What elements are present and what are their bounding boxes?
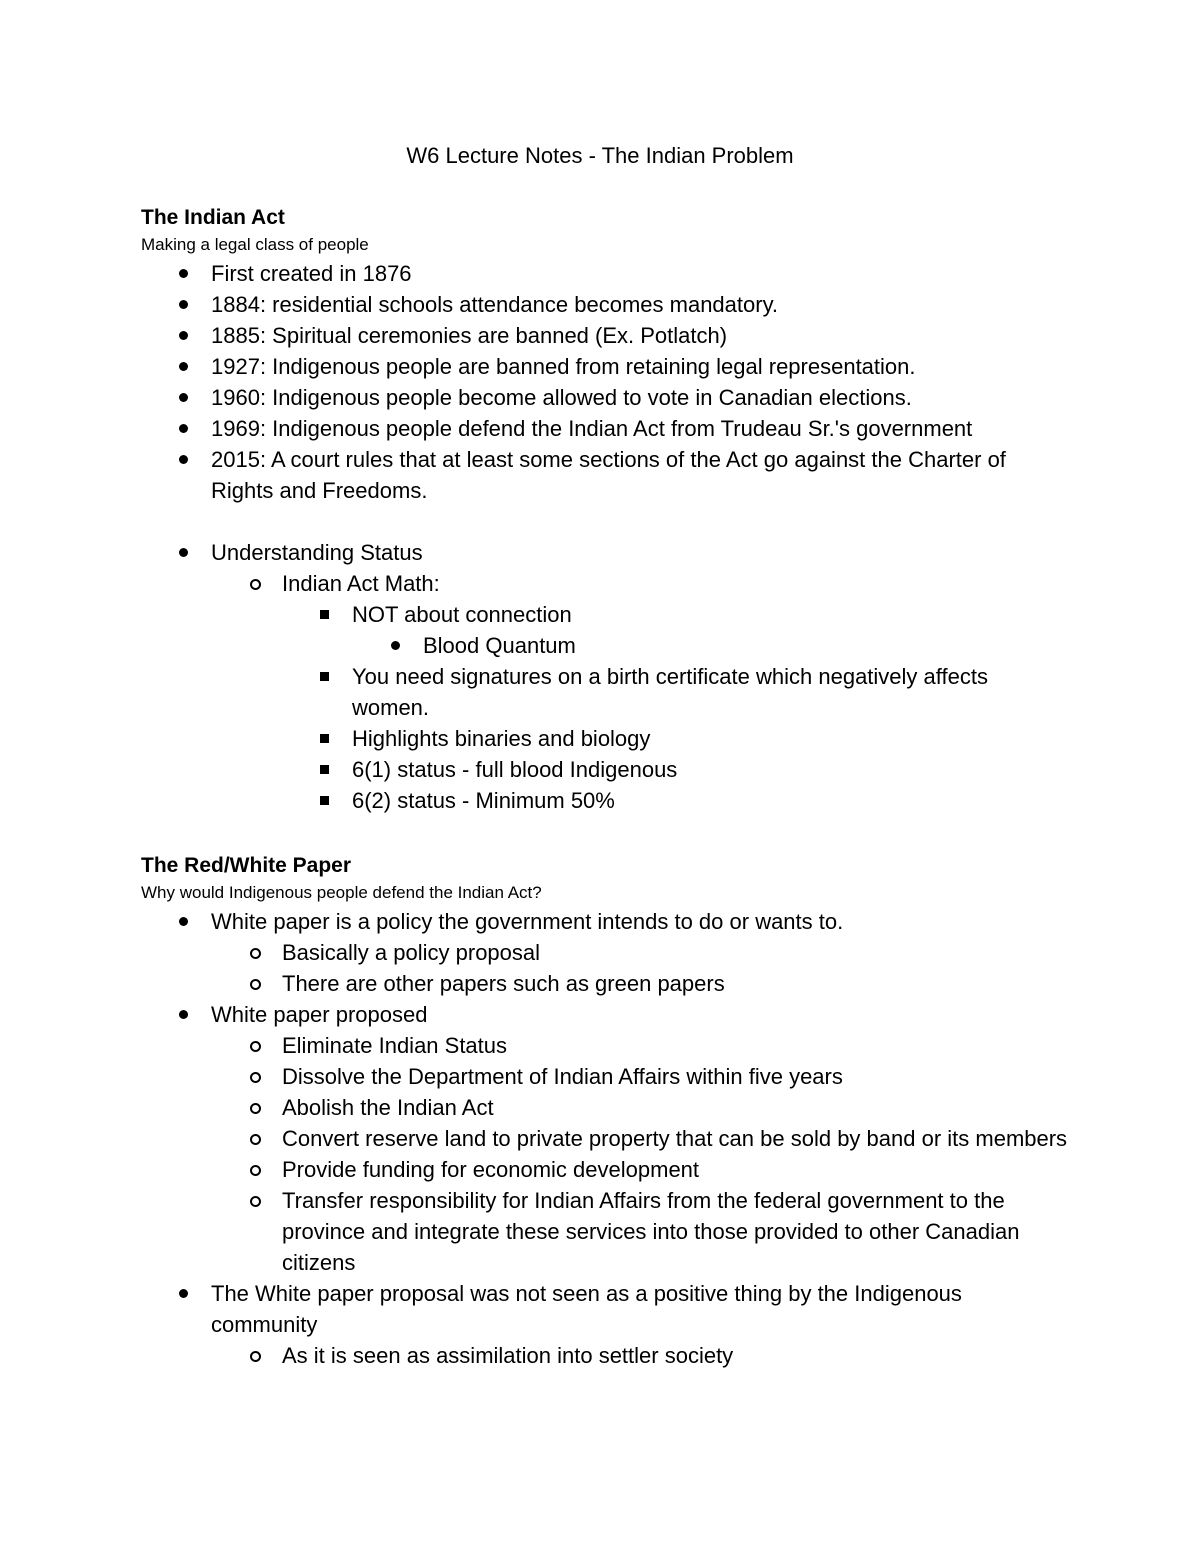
list-item: You need signatures on a birth certificate which negatively affects women. bbox=[141, 661, 1071, 723]
list-item: First created in 1876 bbox=[141, 258, 1071, 289]
bullet-square-icon bbox=[320, 610, 329, 619]
bullet-circle-icon bbox=[250, 1041, 261, 1052]
list-item: Basically a policy proposal bbox=[141, 937, 1071, 968]
bullet-circle-icon bbox=[250, 979, 261, 990]
bullet-list bbox=[141, 937, 1071, 999]
bullet-disc-icon bbox=[391, 641, 400, 650]
bullet-circle-icon bbox=[250, 1103, 261, 1114]
bullet-list bbox=[141, 258, 1071, 506]
bullet-disc-icon bbox=[179, 300, 188, 309]
bullet-square-icon bbox=[320, 672, 329, 681]
bullet-circle-icon bbox=[250, 1134, 261, 1145]
bullet-disc-icon bbox=[179, 269, 188, 278]
bullet-disc-icon bbox=[179, 424, 188, 433]
list-item: Blood Quantum bbox=[141, 630, 1071, 661]
list-item: Convert reserve land to private property that can be sold by band or its members bbox=[141, 1123, 1071, 1154]
list-item: Highlights binaries and biology bbox=[141, 723, 1071, 754]
list-item: NOT about connection bbox=[141, 599, 1071, 630]
list-item: White paper is a policy the government intends to do or wants to. bbox=[141, 906, 1071, 937]
list-item: The White paper proposal was not seen as a positive thing by the Indigenous community bbox=[141, 1278, 1071, 1340]
bullet-list bbox=[141, 906, 1071, 937]
bullet-circle-icon bbox=[250, 948, 261, 959]
section-heading: The Red/White Paper bbox=[141, 854, 352, 877]
bullet-circle-icon bbox=[250, 1165, 261, 1176]
bullet-square-icon bbox=[320, 765, 329, 774]
bullet-list bbox=[141, 999, 1071, 1030]
list-item: Provide funding for economic development bbox=[141, 1154, 1071, 1185]
bullet-disc-icon bbox=[179, 1010, 188, 1019]
bullet-list bbox=[141, 599, 1071, 630]
blank-line bbox=[141, 506, 1071, 537]
section-red-white-paper bbox=[141, 851, 1071, 1371]
list-item: 1885: Spiritual ceremonies are banned (Ex. Potlatch) bbox=[141, 320, 1071, 351]
list-item: Dissolve the Department of Indian Affairs within five years bbox=[141, 1061, 1071, 1092]
bullet-list bbox=[141, 630, 1071, 661]
bullet-disc-icon bbox=[179, 393, 188, 402]
bullet-disc-icon bbox=[179, 455, 188, 464]
bullet-list bbox=[141, 1278, 1071, 1340]
bullet-square-icon bbox=[320, 796, 329, 805]
list-item: 1960: Indigenous people become allowed to vote in Canadian elections. bbox=[141, 382, 1071, 413]
list-item: Eliminate Indian Status bbox=[141, 1030, 1071, 1061]
list-item: There are other papers such as green papers bbox=[141, 968, 1071, 999]
list-item: 1927: Indigenous people are banned from retaining legal representation. bbox=[141, 351, 1071, 382]
list-item: 6(1) status - full blood Indigenous bbox=[141, 754, 1071, 785]
section-heading: The Indian Act bbox=[141, 206, 285, 229]
bullet-square-icon bbox=[320, 734, 329, 743]
bullet-circle-icon bbox=[250, 1196, 261, 1207]
list-item: 2015: A court rules that at least some sections of the Act go against the Charter of Rights and Freedoms. bbox=[141, 444, 1071, 506]
bullet-disc-icon bbox=[179, 1289, 188, 1298]
section-indian-act bbox=[141, 203, 1071, 816]
bullet-list bbox=[141, 661, 1071, 816]
list-item: Indian Act Math: bbox=[141, 568, 1071, 599]
document-title: W6 Lecture Notes - The Indian Problem bbox=[406, 143, 794, 168]
bullet-disc-icon bbox=[179, 331, 188, 340]
list-item: Understanding Status bbox=[141, 537, 1071, 568]
bullet-list bbox=[141, 1030, 1071, 1278]
bullet-list bbox=[141, 568, 1071, 599]
list-item: White paper proposed bbox=[141, 999, 1071, 1030]
bullet-disc-icon bbox=[179, 548, 188, 557]
list-item: Abolish the Indian Act bbox=[141, 1092, 1071, 1123]
list-item: 1884: residential schools attendance becomes mandatory. bbox=[141, 289, 1071, 320]
list-item: 1969: Indigenous people defend the Indian Act from Trudeau Sr.'s government bbox=[141, 413, 1071, 444]
bullet-list bbox=[141, 537, 1071, 568]
bullet-circle-icon bbox=[250, 1072, 261, 1083]
section-subtitle: Making a legal class of people bbox=[141, 235, 369, 254]
bullet-circle-icon bbox=[250, 579, 261, 590]
bullet-disc-icon bbox=[179, 362, 188, 371]
list-item: As it is seen as assimilation into settler society bbox=[141, 1340, 1071, 1371]
bullet-disc-icon bbox=[179, 917, 188, 926]
bullet-list bbox=[141, 1340, 1071, 1371]
bullet-circle-icon bbox=[250, 1351, 261, 1362]
section-subtitle: Why would Indigenous people defend the Indian Act? bbox=[141, 883, 542, 902]
list-item: 6(2) status - Minimum 50% bbox=[141, 785, 1071, 816]
list-item: Transfer responsibility for Indian Affairs from the federal government to the province and integrate these services into those provided to other Canadian citizens bbox=[141, 1185, 1071, 1278]
